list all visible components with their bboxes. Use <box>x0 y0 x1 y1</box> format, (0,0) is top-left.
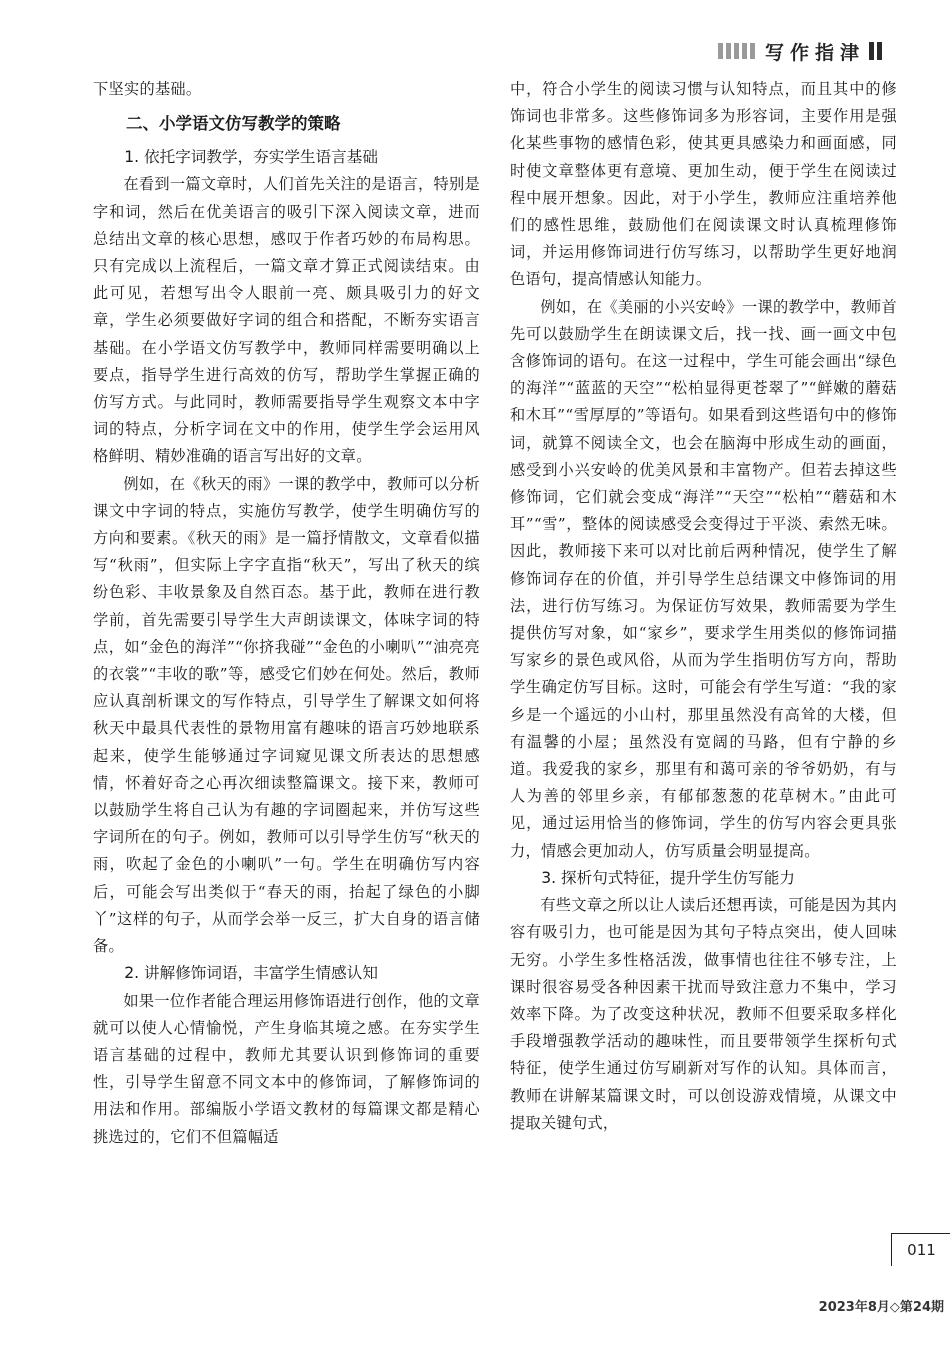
section-heading: 二、小学语文仿写教学的策略 <box>126 114 341 134</box>
paragraph-continued: 中，符合小学生的阅读习惯与认知特点，而且其中的修饰词也非常多。这些修饰词多为形容词，主要作用是强化某些事物的感情色彩，使其更具感染力和画面感，同时使文章整体更有意境、更加生动，便于学生在阅读过程中展开想象。因此，对于小学生，教师应注重培养他们的感性思维，鼓励他们在阅读课文时认真梳理修饰词，并运用修饰词进行仿写练习，以帮助学生更好地润色语句，提高情感认知能力。 <box>510 80 897 289</box>
issue-info: 2023年8月◇第24期 <box>818 1300 944 1315</box>
header-decoration-bars-dark <box>869 42 882 60</box>
paragraph: 在看到一篇文章时，人们首先关注的是语言，特别是字和词，然后在优美语言的吸引下深入阅读文章，进而总结出文章的核心思想，感叹于作者巧妙的布局构思。只有完成以上流程后，一篇文章才算正式阅读结束。由此可见，若想写出令人眼前一亮、颇具吸引力的好文章，学生必须要做好字词的组合和搭配，不断夯实语言基础。在小学语文仿写教学中，教师同样需要明确以上要点，指导学生进行高效的仿写，帮助学生掌握正确的仿写方式。与此同时，教师需要指导学生观察文本中字词的特点，分析字词在文中的作用，使学生学会运用风格鲜明、精妙准确的语言写出好的文章。 <box>93 175 480 466</box>
subheading-3: 3. 探析句式特征，提升学生仿写能力 <box>541 868 795 887</box>
paragraph: 有些文章之所以让人读后还想再读，可能是因为其内容有吸引力，也可能是因为其句子特点突出，使人回味无穷。小学生多性格活泼，做事情也往往不够专注，上课时很容易受各种因素干扰而导致注意力不集中，学习效率下降。为了改变这种状况，教师不但要采取多样化手段增强教学活动的趣味性，而且要带领学生探析句式特征，使学生通过仿写刷新对写作的认知。具体而言，教师在讲解某篇课文时，可以创设游戏情境，从课文中提取关键句式， <box>510 896 897 1132</box>
paragraph: 如果一位作者能合理运用修饰语进行创作，他的文章就可以使人心情愉悦，产生身临其境之感。在夯实学生语言基础的过程中，教师尤其要认识到修饰词的重要性，引导学生留意不同文本中的修饰词，了解修饰词的用法和作用。部编版小学语文教材的每篇课文都是精心挑选过的，它们不但篇幅适 <box>93 991 480 1146</box>
running-header <box>718 34 882 68</box>
right-column <box>510 76 897 1137</box>
intro-tail-paragraph: 下坚实的基础。 <box>93 80 202 98</box>
section-title: 写作指津 <box>764 41 865 64</box>
paragraph: 例如，在《秋天的雨》一课的教学中，教师可以分析课文中字词的特点，实施仿写教学，使学生明确仿写的方向和要素。《秋天的雨》是一篇抒情散文，文章看似描写“秋雨”，但实际上字字直指“秋天”，写出了秋天的缤纷色彩、丰收景象及自然百态。基于此，教师在进行教学前，首先需要引导学生大声朗读课文，体味字词的特点，如“金色的海洋”“你挤我碰”“金色的小喇叭”“油亮亮的衣裳”“丰收的歌”等，感受它们妙在何处。然后，教师应认真剖析课文的写作特点，引导学生了解课文如何将秋天中最具代表性的景物用富有趣味的语言巧妙地联系起来，使学生能够通过字词窥见课文所表达的思想感情，怀着好奇之心再次细读整篇课文。接下来，教师可以鼓励学生将自己认为有趣的字词圈起来，并仿写这些字词所在的句子。例如，教师可以引导学生仿写“秋天的雨，吹起了金色的小喇叭”一句。学生在明确仿写内容后，可能会写出类似于“春天的雨，抬起了绿色的小脚丫”这样的句子，从而学会举一反三，扩大自身的语言储备。 <box>93 474 480 956</box>
left-column <box>93 76 480 1151</box>
subheading-1: 1. 依托字词教学，夯实学生语言基础 <box>124 148 378 167</box>
header-decoration-bars-light <box>718 43 755 59</box>
page-number: 011 <box>891 1233 950 1266</box>
paragraph: 例如，在《美丽的小兴安岭》一课的教学中，教师首先可以鼓励学生在朗读课文后，找一找、画一画文中包含修饰词的语句。在这一过程中，学生可能会画出“绿色的海洋”“蓝蓝的天空”“松柏显得更苍翠了”“鲜嫩的蘑菇和木耳”“雪厚厚的”等语句。如果看到这些语句中的修饰词，就算不阅读全文，也会在脑海中形成生动的画面，感受到小兴安岭的优美风景和丰富物产。但若去掉这些修饰词，它们就会变成“海洋”“天空”“松柏”“蘑菇和木耳”“雪”，整体的阅读感受会变得过于平淡、索然无味。因此，教师接下来可以对比前后两种情况，使学生了解修饰词存在的价值，并引导学生总结课文中修饰词的用法，进行仿写练习。为保证仿写效果，教师需要为学生提供仿写对象，如“家乡”，要求学生用类似的修饰词描写家乡的景色或风俗，从而为学生指明仿写方向，帮助学生确定仿写目标。这时，可能会有学生写道：“我的家乡是一个遥远的小山村，那里虽然没有高耸的大楼，但有温馨的小屋；虽然没有宽阔的马路，但有宁静的乡道。我爱我的家乡，那里有和蔼可亲的爷爷奶奶，有与人为善的邻里乡亲，有郁郁葱葱的花草树木。”由此可见，通过运用恰当的修饰词，学生的仿写内容会更具张力，情感会更加动人，仿写质量会明显提高。 <box>510 297 897 860</box>
subheading-2: 2. 讲解修饰词语，丰富学生情感认知 <box>124 964 378 983</box>
